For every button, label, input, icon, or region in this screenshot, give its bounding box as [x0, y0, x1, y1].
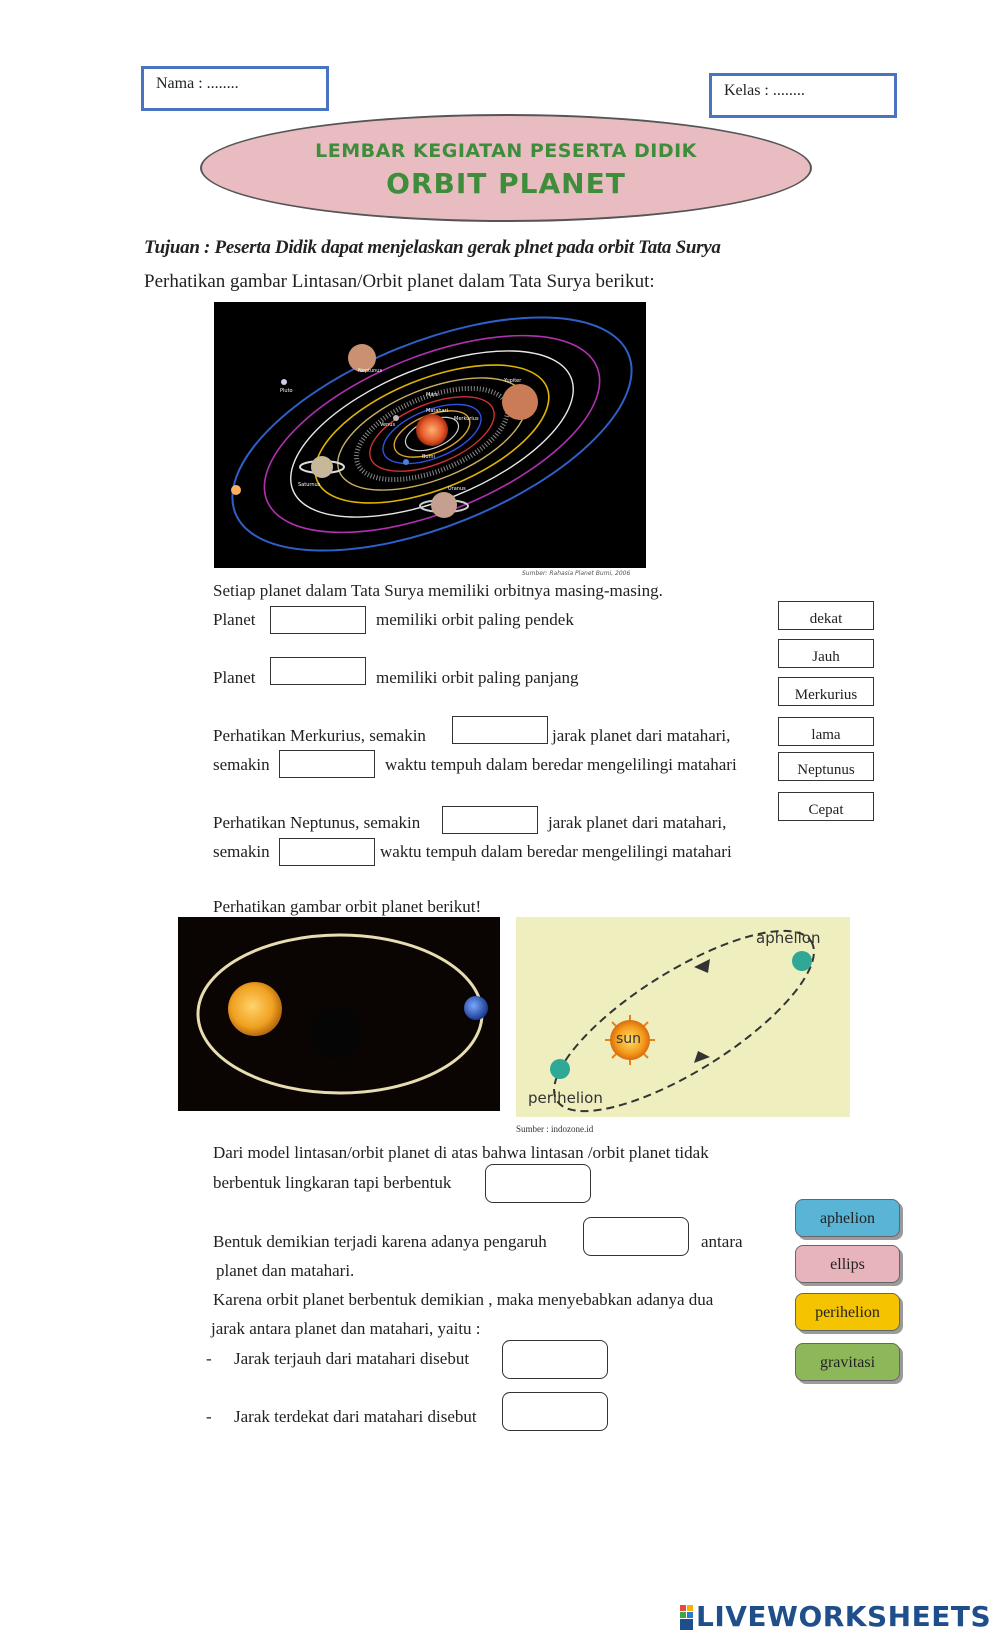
- merkurius-text-a: Perhatikan Merkurius, semakin: [213, 726, 426, 745]
- label-uranus: Uranus: [448, 486, 466, 492]
- chip-aphelion[interactable]: aphelion: [795, 1199, 900, 1237]
- planet-label-2: Planet: [213, 668, 256, 687]
- dash-far: -: [206, 1349, 212, 1368]
- dash-near: -: [206, 1407, 212, 1426]
- paragraph2-antara: antara: [701, 1232, 743, 1251]
- chip-perihelion[interactable]: perihelion: [795, 1293, 900, 1331]
- perihelion-label: perihelion: [528, 1089, 603, 1107]
- blank-shortest-orbit[interactable]: [270, 606, 366, 634]
- paragraph2-line1: Bentuk demikian terjadi karena adanya pengaruh: [213, 1232, 547, 1251]
- nearest-distance-text: Jarak terdekat dari matahari disebut: [234, 1407, 477, 1426]
- paragraph2-line2: planet dan matahari.: [216, 1261, 355, 1280]
- label-merkurius: Merkurius: [454, 416, 479, 422]
- label-neptunus: Neptunus: [358, 368, 383, 374]
- blank-merkurius-distance[interactable]: [452, 716, 548, 744]
- nama-field[interactable]: [141, 66, 329, 111]
- orbit-intro-text: Setiap planet dalam Tata Surya memiliki orbitnya masing-masing.: [213, 581, 663, 600]
- learning-objective: Tujuan : Peserta Didik dapat menjelaskan gerak plnet pada orbit Tata Surya: [144, 237, 721, 258]
- intro-instruction: Perhatikan gambar Lintasan/Orbit planet dalam Tata Surya berikut:: [144, 271, 655, 292]
- blank-influence[interactable]: [583, 1217, 689, 1256]
- longest-orbit-text: memiliki orbit paling panjang: [376, 668, 579, 687]
- nama-label: Nama : ........: [156, 75, 239, 92]
- label-saturnus: Saturnus: [298, 482, 321, 488]
- word-jauh[interactable]: Jauh: [778, 639, 874, 668]
- label-matahari: Matahari: [426, 408, 449, 414]
- aphelion-perihelion-diagram: [516, 917, 850, 1117]
- kelas-field[interactable]: [709, 73, 897, 118]
- merkurius-text-b: jarak planet dari matahari,: [552, 726, 731, 745]
- blank-neptunus-time[interactable]: [279, 838, 375, 866]
- merkurius-text-c: semakin: [213, 755, 270, 774]
- chip-ellips[interactable]: ellips: [795, 1245, 900, 1283]
- blank-farthest[interactable]: [502, 1340, 608, 1379]
- blank-neptunus-distance[interactable]: [442, 806, 538, 834]
- diagram-source: Sumber : indozone.id: [516, 1124, 594, 1134]
- word-lama[interactable]: lama: [778, 717, 874, 746]
- label-yupiter: Yupiter: [504, 378, 522, 384]
- label-pluto: Pluto: [280, 388, 293, 394]
- label-bumi: Bumi: [422, 454, 435, 460]
- liveworksheets-logo: LIVEWORKSHEETS: [696, 1600, 992, 1633]
- chip-gravitasi[interactable]: gravitasi: [795, 1343, 900, 1381]
- word-merkurius[interactable]: Merkurius: [778, 677, 874, 706]
- word-neptunus[interactable]: Neptunus: [778, 752, 874, 781]
- section2-heading: Perhatikan gambar orbit planet berikut!: [213, 897, 482, 916]
- merkurius-text-d: waktu tempuh dalam beredar mengelilingi matahari: [385, 755, 737, 774]
- blank-longest-orbit[interactable]: [270, 657, 366, 685]
- paragraph1-line2: berbentuk lingkaran tapi berbentuk: [213, 1173, 452, 1192]
- neptunus-text-c: semakin: [213, 842, 270, 861]
- neptunus-text-d: waktu tempuh dalam beredar mengelilingi matahari: [380, 842, 732, 861]
- farthest-distance-text: Jarak terjauh dari matahari disebut: [234, 1349, 470, 1368]
- solar-image-source: Sumber: Rahasia Planet Bumi, 2006: [522, 570, 631, 577]
- label-venus: Venus: [380, 422, 396, 428]
- paragraph1-line1: Dari model lintasan/orbit planet di atas bahwa lintasan /orbit planet tidak: [213, 1143, 709, 1162]
- worksheet-subtitle: LEMBAR KEGIATAN PESERTA DIDIK: [315, 140, 697, 162]
- solar-system-image: [214, 302, 646, 568]
- elliptical-orbit-image: [178, 917, 500, 1111]
- shortest-orbit-text: memiliki orbit paling pendek: [376, 610, 574, 629]
- blank-nearest[interactable]: [502, 1392, 608, 1431]
- word-dekat[interactable]: dekat: [778, 601, 874, 630]
- blank-orbit-shape[interactable]: [485, 1164, 591, 1203]
- worksheet-title: ORBIT PLANET: [386, 167, 626, 200]
- paragraph3-line2: jarak antara planet dan matahari, yaitu :: [211, 1319, 481, 1338]
- neptunus-text-b: jarak planet dari matahari,: [548, 813, 727, 832]
- blank-merkurius-time[interactable]: [279, 750, 375, 778]
- liveworksheets-logo-icon: [680, 1605, 694, 1631]
- paragraph3-line1: Karena orbit planet berbentuk demikian , maka menyebabkan adanya dua: [213, 1290, 714, 1309]
- kelas-label: Kelas : ........: [724, 82, 805, 99]
- word-cepat[interactable]: Cepat: [778, 792, 874, 821]
- sun-label: sun: [616, 1031, 642, 1047]
- label-mars: Mars: [426, 392, 439, 398]
- aphelion-label: aphelion: [756, 929, 821, 947]
- neptunus-text-a: Perhatikan Neptunus, semakin: [213, 813, 421, 832]
- solar-system-orbits: [214, 302, 646, 568]
- planet-label-1: Planet: [213, 610, 256, 629]
